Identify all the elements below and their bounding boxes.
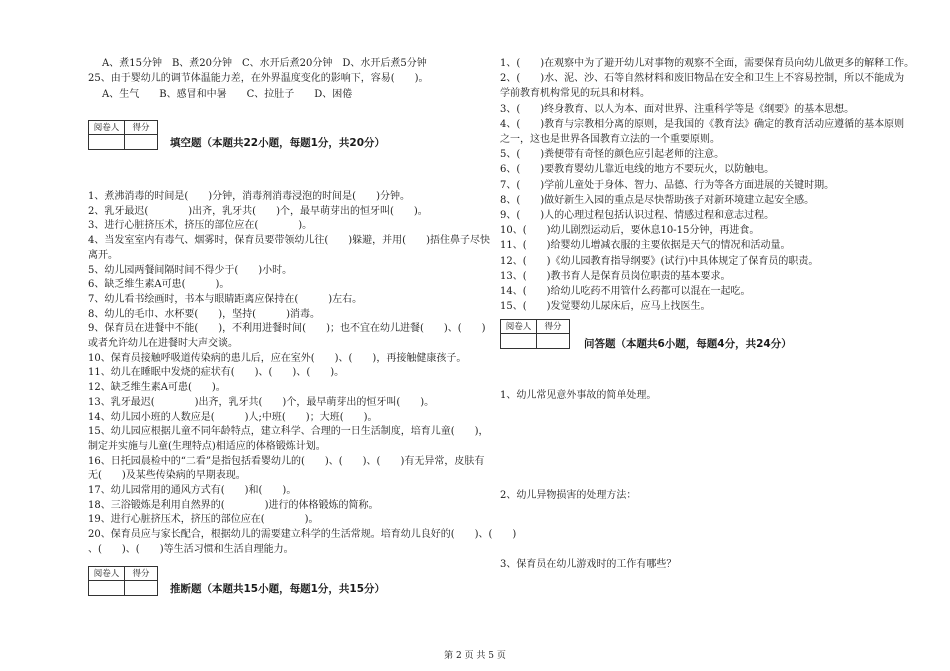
question-25: 25、由于婴幼儿的调节体温能力差，在外界温度变化的影响下，容易( )。 bbox=[88, 73, 429, 84]
list-item: 1、( )在观察中为了避开幼儿对事物的观察不全面，需要保育员向幼儿做更多的解释工作。 bbox=[500, 58, 915, 69]
list-item: 11、( )给婴幼儿增减衣服的主要依据是天气的情况和活动量。 bbox=[500, 240, 791, 252]
list-item: 4、( )教育与宗教相分离的原则，是我国的《教育法》确定的教育活动应遵循的基本原则 bbox=[500, 118, 905, 130]
score-label: 得分 bbox=[537, 320, 569, 334]
score-box-fill bbox=[88, 120, 158, 150]
score-label: 得分 bbox=[125, 121, 157, 135]
list-item: 13、( )教书育人是保育员岗位职责的基本要求。 bbox=[500, 270, 731, 282]
list-item: 2、乳牙最迟( )出齐，乳牙共( )个，最早萌芽出的恒牙叫( )。 bbox=[88, 205, 428, 217]
list-item: 19、进行心脏挤压术，挤压的部位应在( )。 bbox=[88, 514, 319, 526]
list-item: 18、三浴锻炼是利用自然界的( )进行的体格锻炼的简称。 bbox=[88, 499, 379, 511]
list-item: 16、日托园晨检中的“二看”是指包括看婴幼儿的( )、( )、( )有无异常，皮肤有 bbox=[88, 455, 485, 467]
qa-item-1: 1、幼儿常见意外事故的简单处理。 bbox=[500, 390, 657, 401]
list-item: 3、( )终身教育、以人为本、面对世界、注重科学等是《纲要》的基本思想。 bbox=[500, 103, 855, 115]
option-line-24: A、煮15分钟 B、煮20分钟 C、水开后煮20分钟 D、水开后煮5分钟 bbox=[102, 58, 427, 69]
list-item: 14、幼儿园小班的人数应是( )人;中班( )；大班( )。 bbox=[88, 411, 378, 423]
list-item: 4、当发室室内有毒气、烟雾时，保育员要带领幼儿往( )躲避，并用( )捂住鼻子尽快 bbox=[88, 235, 490, 247]
score-cell[interactable] bbox=[125, 581, 157, 595]
list-item: 5、( )粪便带有奇怪的颜色应引起老师的注意。 bbox=[500, 149, 725, 161]
list-item: 离开。 bbox=[88, 249, 118, 261]
list-item: 7、( )学前儿童处于身体、智力、品德、行为等各方面进展的关键时期。 bbox=[500, 179, 835, 191]
score-box-qa bbox=[500, 319, 570, 349]
list-item: 、( )、( )等生活习惯和生活自理能力。 bbox=[88, 543, 294, 555]
list-item: 13、乳牙最迟( )出齐，乳牙共( )个，最早萌芽出的恒牙叫( )。 bbox=[88, 396, 435, 408]
grader-cell[interactable] bbox=[89, 581, 125, 595]
list-item: 1、煮沸消毒的时间是( )分钟，消毒剂消毒浸泡的时间是( )分钟。 bbox=[88, 191, 410, 202]
list-item: 3、进行心脏挤压术，挤压的部位应在( )。 bbox=[88, 220, 313, 232]
list-item: 8、幼儿的毛巾、水杯要( )，坚持( )消毒。 bbox=[88, 308, 320, 320]
list-item: 2、( )水、泥、沙、石等自然材料和废旧物品在安全和卫生上不容易控制，所以不能成为 bbox=[500, 73, 905, 85]
score-cell[interactable] bbox=[125, 135, 157, 149]
list-item: 或者允许幼儿在进餐时大声交谈。 bbox=[88, 338, 238, 349]
list-item: 之一，这也是世界各国教育立法的一个重要原则。 bbox=[500, 134, 720, 145]
grader-label: 阅卷人 bbox=[501, 320, 537, 334]
grader-label: 阅卷人 bbox=[89, 567, 125, 581]
list-item: 15、( )发觉婴幼儿尿床后，应马上找医生。 bbox=[500, 301, 711, 313]
qa-item-3: 3、保育员在幼儿游戏时的工作有哪些？ bbox=[500, 559, 677, 570]
grader-cell[interactable] bbox=[501, 334, 537, 348]
list-item: 20、保育员应与家长配合，根据幼儿的需要建立科学的生活常规。培育幼儿良好的( )、( ) bbox=[88, 529, 517, 541]
option-line-25: A、生气 B、感冒和中暑 C、拉肚子 D、困倦 bbox=[102, 89, 353, 100]
qa-item-2: 2、幼儿异物损害的处理方法： bbox=[500, 490, 637, 501]
list-item: 10、保育员接触呼吸道传染病的患儿后，应在室外( )、( )，再接触健康孩子。 bbox=[88, 352, 467, 364]
list-item: 5、幼儿园两餐间隔时间不得少于( )小时。 bbox=[88, 264, 293, 276]
qa-section-title: 问答题（本题共6小题，每题4分，共24分） bbox=[584, 338, 792, 350]
list-item: 6、( )要教育婴幼儿靠近电线的地方不要玩火，以防触电。 bbox=[500, 164, 775, 176]
fill-section-title: 填空题（本题共22小题，每题1分，共20分） bbox=[170, 137, 386, 149]
grader-cell[interactable] bbox=[89, 135, 125, 149]
score-box-judge bbox=[88, 566, 158, 596]
list-item: 无( )及某些传染病的早期表现。 bbox=[88, 470, 246, 482]
score-cell[interactable] bbox=[537, 334, 569, 348]
list-item: 11、幼儿在睡眠中发烧的症状有( )、( )、( )。 bbox=[88, 367, 345, 379]
page-footer: 第 2 页 共 5 页 bbox=[444, 651, 506, 661]
list-item: 12、( )《幼儿园教育指导纲要》(试行)中具体规定了保育员的职责。 bbox=[500, 255, 819, 267]
list-item: 10、( )幼儿剧烈运动后，要休息10-15分钟，再进食。 bbox=[500, 225, 760, 237]
list-item: 9、( )人的心理过程包括认识过程、情感过程和意志过程。 bbox=[500, 210, 775, 221]
list-item: 6、缺乏维生素A可患( )。 bbox=[88, 279, 230, 291]
list-item: 8、( )做好新生入园的重点是尽快帮助孩子对新环境建立起安全感。 bbox=[500, 194, 815, 206]
list-item: 9、保育员在进餐中不能( )，不利用进餐时间( )；也不宜在幼儿进餐( )、( ) bbox=[88, 323, 486, 335]
list-item: 17、幼儿园常用的通风方式有( )和( )。 bbox=[88, 485, 297, 496]
list-item: 制定并实施与儿童(生理特点)相适应的体格锻炼计划。 bbox=[88, 440, 326, 452]
list-item: 7、幼儿看书绘画时，书本与眼睛距离应保持在( )左右。 bbox=[88, 293, 363, 305]
list-item: 12、缺乏维生素A可患( )。 bbox=[88, 382, 226, 394]
list-item: 学前教育机构常见的玩具和材料。 bbox=[500, 88, 650, 100]
grader-label: 阅卷人 bbox=[89, 121, 125, 135]
score-label: 得分 bbox=[125, 567, 157, 581]
list-item: 14、( )给幼儿吃药不用管什么药都可以混在一起吃。 bbox=[500, 286, 751, 297]
list-item: 15、幼儿园应根据儿童不同年龄特点，建立科学、合理的一日生活制度，培育儿童( )， bbox=[88, 426, 489, 438]
judge-section-title: 推断题（本题共15小题，每题1分，共15分） bbox=[170, 583, 386, 595]
